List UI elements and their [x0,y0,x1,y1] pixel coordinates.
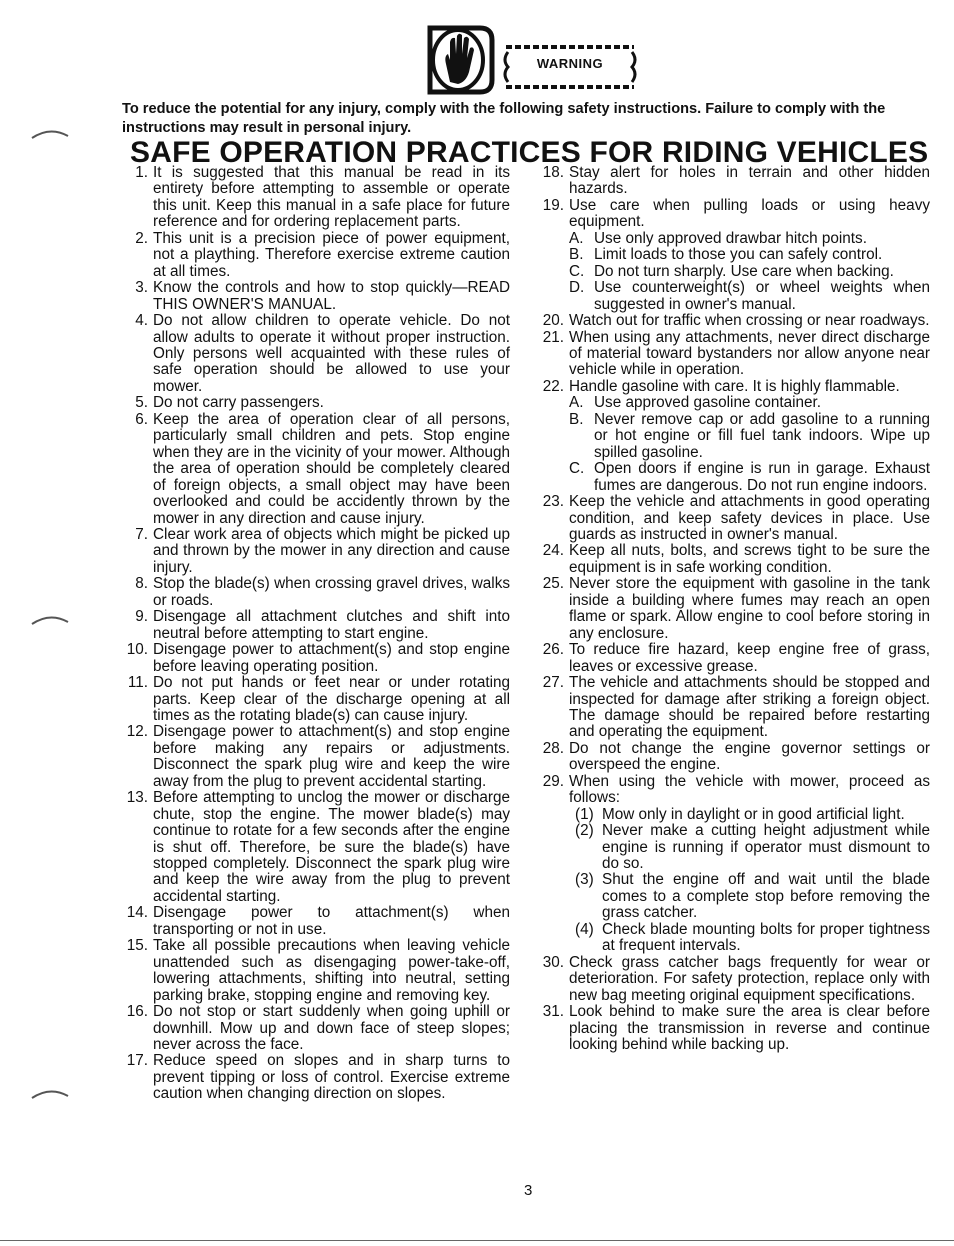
list-item [124,724,510,790]
item-text: Clear work area of objects which might be picked up and thrown by the mower in any direction and cause injury. [153,525,510,576]
list-item [540,741,930,774]
item-number: 30. [542,953,564,971]
binder-hole-mark [30,128,70,140]
item-number: 2. [135,229,148,247]
item-number: 28. [542,739,564,757]
sub-item-text: Use only approved drawbar hitch points. [594,229,867,247]
sub-item-text: Mow only in daylight or in good artificial light. [602,805,905,823]
sub-item-text: Limit loads to those you can safely control. [594,246,883,264]
item-number: 7. [135,525,148,543]
item-text: Do not put hands or feet near or under rotating parts. Keep clear of the discharge opening at all times as the rotating blade(s) can cause injury. [153,674,510,724]
item-number: 23. [542,493,564,511]
item-number: 4. [135,312,148,330]
sub-item-letter: D. [569,279,585,297]
item-text: Disengage power to attachment(s) and stop engine before making any repairs or adjustments. Disconnect the spark plug wire and keep the wire away from the plug to prevent accidental starting. [153,723,510,790]
item-number: 9. [135,608,148,626]
intro-text: To reduce the potential for any injury, comply with the following safety instructions. Failure to comply with the instructions may result in personal injury. [122,101,886,136]
item-number: 14. [126,904,148,922]
sub-item-letter: A. [569,394,584,412]
binder-hole-mark [30,614,70,626]
item-number: 18. [542,164,564,181]
item-text: Reduce speed on slopes and in sharp turns to prevent tipping or loss of control. Exercise extreme caution when changing direction on slopes. [153,1052,510,1103]
sub-item [540,280,930,313]
sub-item [540,807,930,823]
item-number: 27. [542,674,564,692]
item-text: Do not allow children to operate vehicle. Do not allow adults to operate it without proper instruction. Only persons well acquainted with these rules of safe operation should be allowed to use your mower. [153,312,510,395]
item-text: Disengage all attachment clutches and shift into neutral before attempting to start engine. [153,608,510,642]
list-item [540,1004,930,1053]
item-text: Take all possible precautions when leaving vehicle unattended such as disengaging power-take-off, lowering attachments, shifting into neutral, setting parking brake, stopping engine and removing key. [153,937,510,1004]
list-item [124,675,510,724]
item-text: Never store the equipment with gasoline in the tank inside a building where fumes may reach an open flame or spark. Allow engine to cool before storing in any enclosure. [569,575,930,642]
item-text: Do not carry passengers. [153,394,324,412]
item-number: 15. [126,937,148,955]
sub-item-letter: C. [569,460,585,478]
item-number: 6. [135,410,148,428]
sub-item-text: Shut the engine off and wait until the blade comes to a complete stop before removing the grass catcher. [602,871,930,922]
list-item [540,165,930,198]
sub-item-text: Use approved gasoline container. [594,394,822,412]
item-text: Stop the blade(s) when crossing gravel drives, walks or roads. [153,575,510,609]
item-text: When using any attachments, never direct discharge of material toward bystanders nor allow anyone near vehicle while in operation. [569,328,930,379]
list-item [540,494,930,543]
item-text: Do not change the engine governor settings or overspeed the engine. [569,739,930,774]
list-item [540,955,930,1004]
item-text: The vehicle and attachments should be stopped and inspected for damage after striking a foreign object. The damage should be repaired before restarting and operating the equipment. [569,674,930,741]
sub-item-letter: A. [569,229,584,247]
item-text: Do not stop or start suddenly when going uphill or downhill. Mow up and down face of steep slopes; never across the face. [153,1003,510,1054]
list-item [124,938,510,1004]
list-item [540,379,930,395]
item-number: 10. [126,641,148,659]
sub-item [540,412,930,461]
item-text: This unit is a precision piece of power equipment, not a plaything. Therefore exercise extreme caution at all times. [153,229,510,280]
sub-item [540,264,930,280]
list-item [124,395,510,411]
list-item [124,231,510,280]
sub-item-number: (1) [575,805,594,823]
item-text: Before attempting to unclog the mower or discharge chute, stop the engine. The mower blade(s) may continue to rotate for a few seconds after the engine is shut off. Therefore, be sure the blade(s) have stopped completely. Disconnect the spark plug wire and keep the wire away from the plug to prevent accidental starting. [153,789,510,905]
item-number: 26. [542,641,564,659]
binder-hole-mark [30,1088,70,1100]
item-text: Keep all nuts, bolts, and screws tight to be sure the equipment is in safe working condition. [569,542,930,576]
sub-item-text: Check blade mounting bolts for proper tightness at frequent intervals. [602,920,930,955]
sub-item-letter: B. [569,246,584,264]
item-text: Keep the area of operation clear of all persons, particularly small children and pets. Stop engine when they are in the vicinity of your mower. Although the area of operation should be completely cleared of foreign objects, a small object may have been overlooked and could be accidently thrown by the mower in any direction and cause injury. [153,410,510,527]
sub-item-letter: B. [569,410,584,428]
hand-stop-icon [420,24,496,101]
sub-item [540,247,930,263]
item-text: Look behind to make sure the area is clear before placing the transmission in reverse and continue looking behind while backing up. [569,1003,930,1054]
sub-item-text: Never remove cap or add gasoline to a running or hot engine or fill fuel tank indoors. Wipe up spilled gasoline. [594,410,930,461]
item-number: 13. [126,789,148,807]
list-item [124,609,510,642]
item-number: 3. [135,279,148,297]
list-item [124,642,510,675]
item-text: Disengage power to attachment(s) when transporting or not in use. [153,904,510,938]
list-item [540,198,930,231]
list-item [124,576,510,609]
sub-item [540,872,930,921]
item-number: 29. [542,772,564,790]
item-number: 16. [126,1003,148,1021]
list-item [124,412,510,527]
item-number: 24. [542,542,564,560]
item-number: 22. [542,377,564,395]
list-item [540,576,930,642]
sub-item-number: (4) [575,920,594,938]
list-item [124,1053,510,1102]
sub-item-text: Never make a cutting height adjustment while engine is running if operator must dismount to do so. [602,822,930,873]
item-number: 1. [135,164,148,181]
list-item [540,642,930,675]
sub-item-text: Use counterweight(s) or wheel weights when suggested in owner's manual. [594,279,930,313]
item-number: 8. [135,575,148,593]
list-item [124,1004,510,1053]
item-number: 19. [542,196,564,214]
item-number: 12. [126,723,148,741]
list-item [124,527,510,576]
list-item [540,675,930,741]
item-text: Know the controls and how to stop quickly—READ THIS OWNER'S MANUAL. [153,279,510,313]
item-number: 17. [126,1052,148,1070]
page-number: 3 [524,1182,533,1199]
sub-item [540,461,930,494]
item-text: Check grass catcher bags frequently for wear or deterioration. For safety protection, replace only with new bag meeting original equipment specifications. [569,953,930,1004]
list-item [124,905,510,938]
right-column [540,165,930,1053]
bottom-divider [0,1240,954,1241]
list-item [124,280,510,313]
item-text: Stay alert for holes in terrain and other hidden hazards. [569,164,930,198]
item-number: 31. [542,1003,564,1021]
item-text: Keep the vehicle and attachments in good operating condition, and keep safety devices in place. Use guards as instructed in owner's manual. [569,493,930,543]
item-number: 11. [127,674,148,692]
sub-item-number: (3) [575,871,594,889]
item-text: Handle gasoline with care. It is highly flammable. [569,377,900,395]
list-item [540,543,930,576]
sub-item-text: Open doors if engine is run in garage. Exhaust fumes are dangerous. Do not run engine indoors. [594,460,930,494]
sub-item [540,922,930,955]
warning-header [0,24,954,96]
list-item [124,313,510,395]
page-title: SAFE OPERATION PRACTICES FOR RIDING VEHICLES [130,136,929,169]
list-item [540,313,930,329]
item-number: 25. [542,575,564,593]
list-item [124,165,510,231]
item-number: 21. [542,328,564,346]
warning-label: WARNING [536,56,604,71]
item-text: To reduce fire hazard, keep engine free of grass, leaves or excessive grease. [569,641,930,675]
sub-item-number: (2) [575,822,594,840]
item-text: It is suggested that this manual be read in its entirety before attempting to assemble or operate this unit. Keep this manual in a safe place for future reference and for ordering replacement parts. [153,164,510,231]
list-item [124,790,510,905]
item-text: Use care when pulling loads or using heavy equipment. [569,196,930,231]
item-text: When using the vehicle with mower, proceed as follows: [569,772,930,807]
sub-item [540,231,930,247]
sub-item-letter: C. [569,262,585,280]
sub-item [540,395,930,411]
warning-banner [500,42,640,92]
item-text: Watch out for traffic when crossing or near roadways. [569,312,930,330]
sub-item [540,823,930,872]
left-column [124,165,510,1103]
item-number: 5. [135,394,148,412]
list-item [540,774,930,807]
list-item [540,330,930,379]
item-number: 20. [542,312,564,330]
item-text: Disengage power to attachment(s) and stop engine before leaving operating position. [153,641,510,675]
sub-item-text: Do not turn sharply. Use care when backing. [594,262,894,280]
